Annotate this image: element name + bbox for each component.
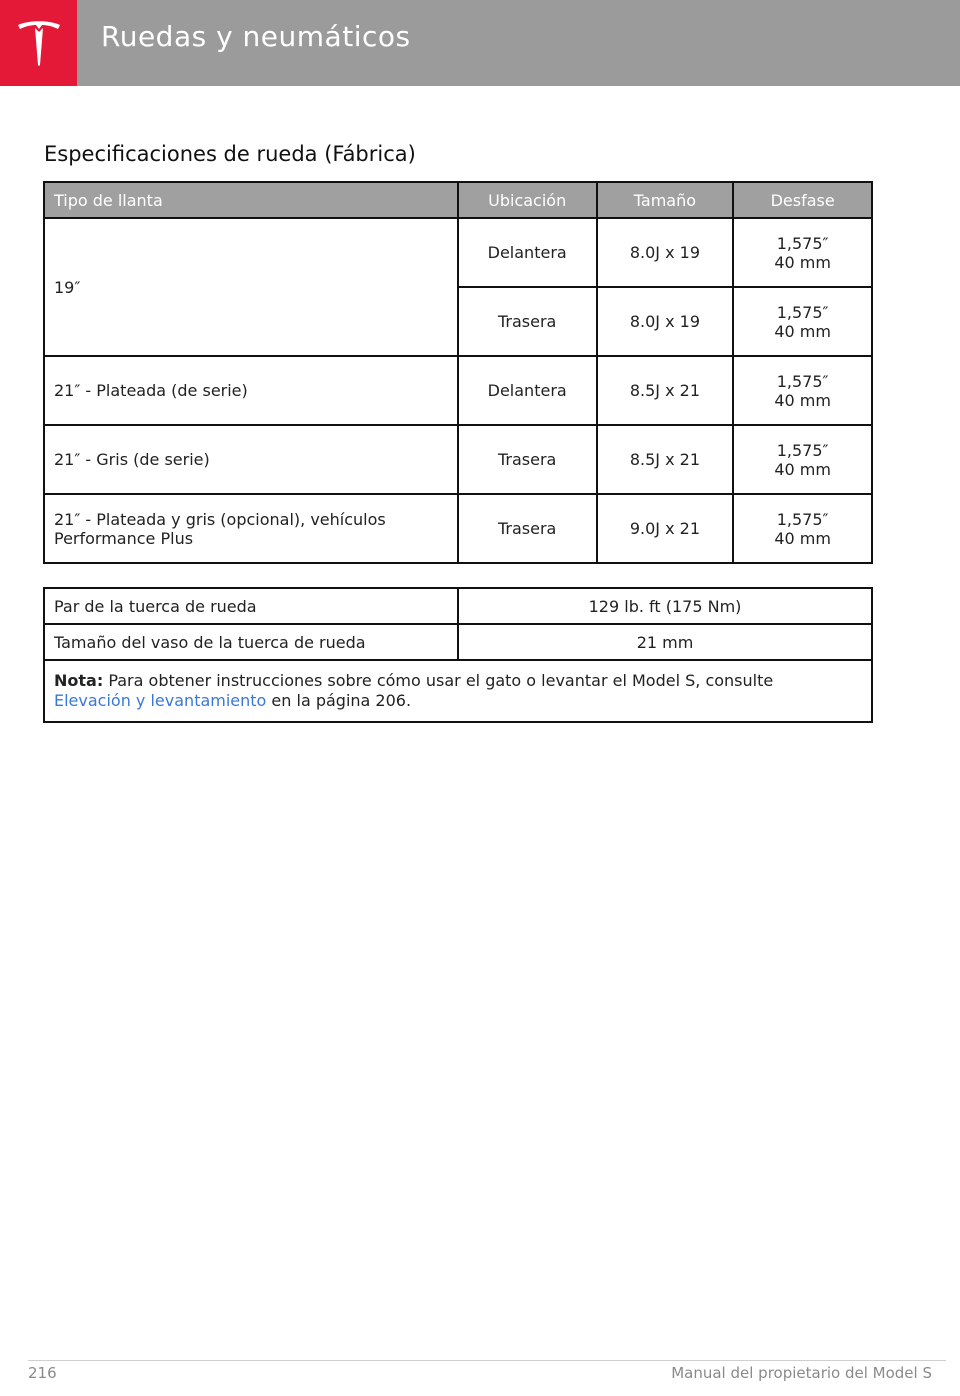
wheel-type-line: 21″ - Plateada y gris (opcional), vehículos	[54, 509, 386, 529]
offset-cell	[733, 218, 872, 287]
offset-cell	[733, 494, 872, 563]
location-cell: Trasera	[458, 425, 597, 494]
note-text: Para obtener instrucciones sobre cómo usar el gato o levantar el Model S, consulte	[103, 671, 774, 690]
tesla-logo	[0, 0, 77, 86]
footer-divider	[28, 1360, 946, 1361]
spec-label: Tamaño del vaso de la tuerca de rueda	[44, 624, 458, 660]
offset-mm: 40 mm	[774, 252, 831, 272]
wheel-type-cell: 21″ - Gris (de serie)	[44, 425, 458, 494]
table-row	[44, 624, 872, 660]
column-header: Desfase	[733, 182, 872, 218]
lifting-link[interactable]: Elevación y levantamiento	[54, 691, 267, 710]
size-cell: 8.0J x 19	[597, 218, 734, 287]
size-cell: 9.0J x 21	[597, 494, 734, 563]
table-row	[44, 218, 872, 287]
offset-inches: 1,575″	[776, 302, 829, 322]
spec-label: Par de la tuerca de rueda	[44, 588, 458, 624]
offset-inches: 1,575″	[776, 233, 829, 253]
spec-value: 21 mm	[458, 624, 872, 660]
page-number: 216	[28, 1364, 57, 1382]
wheel-type-cell: 21″ - Plateada (de serie)	[44, 356, 458, 425]
table-row	[44, 494, 872, 563]
wheel-type-cell	[44, 494, 458, 563]
tesla-logo-icon	[16, 19, 62, 67]
header-title: Ruedas y neumáticos	[101, 20, 411, 53]
offset-mm: 40 mm	[774, 459, 831, 479]
offset-mm: 40 mm	[774, 528, 831, 548]
note-cell	[44, 660, 872, 722]
wheel-type-cell: 19″	[44, 218, 458, 356]
footer-title: Manual del propietario del Model S	[671, 1364, 932, 1382]
column-header: Tamaño	[597, 182, 734, 218]
location-cell: Trasera	[458, 494, 597, 563]
location-cell: Trasera	[458, 287, 597, 356]
offset-mm: 40 mm	[774, 390, 831, 410]
note-row	[44, 660, 872, 722]
wheel-type-line: Performance Plus	[54, 528, 194, 548]
location-cell: Delantera	[458, 356, 597, 425]
offset-cell	[733, 287, 872, 356]
offset-mm: 40 mm	[774, 321, 831, 341]
column-header: Ubicación	[458, 182, 597, 218]
table-row	[44, 425, 872, 494]
offset-inches: 1,575″	[776, 509, 829, 529]
column-header: Tipo de llanta	[44, 182, 458, 218]
wheel-spec-table	[43, 181, 873, 564]
size-cell: 8.5J x 21	[597, 356, 734, 425]
spec-value: 129 lb. ft (175 Nm)	[458, 588, 872, 624]
note-text: en la página 206.	[266, 691, 412, 710]
page-header	[0, 0, 960, 86]
table-header-row	[44, 182, 872, 218]
note-label: Nota:	[54, 671, 104, 690]
size-cell: 8.0J x 19	[597, 287, 734, 356]
offset-inches: 1,575″	[776, 371, 829, 391]
table-row	[44, 588, 872, 624]
offset-cell	[733, 356, 872, 425]
offset-cell	[733, 425, 872, 494]
table-row	[44, 356, 872, 425]
size-cell: 8.5J x 21	[597, 425, 734, 494]
location-cell: Delantera	[458, 218, 597, 287]
lug-nut-table	[43, 587, 873, 723]
offset-inches: 1,575″	[776, 440, 829, 460]
section-title: Especificaciones de rueda (Fábrica)	[44, 142, 416, 166]
